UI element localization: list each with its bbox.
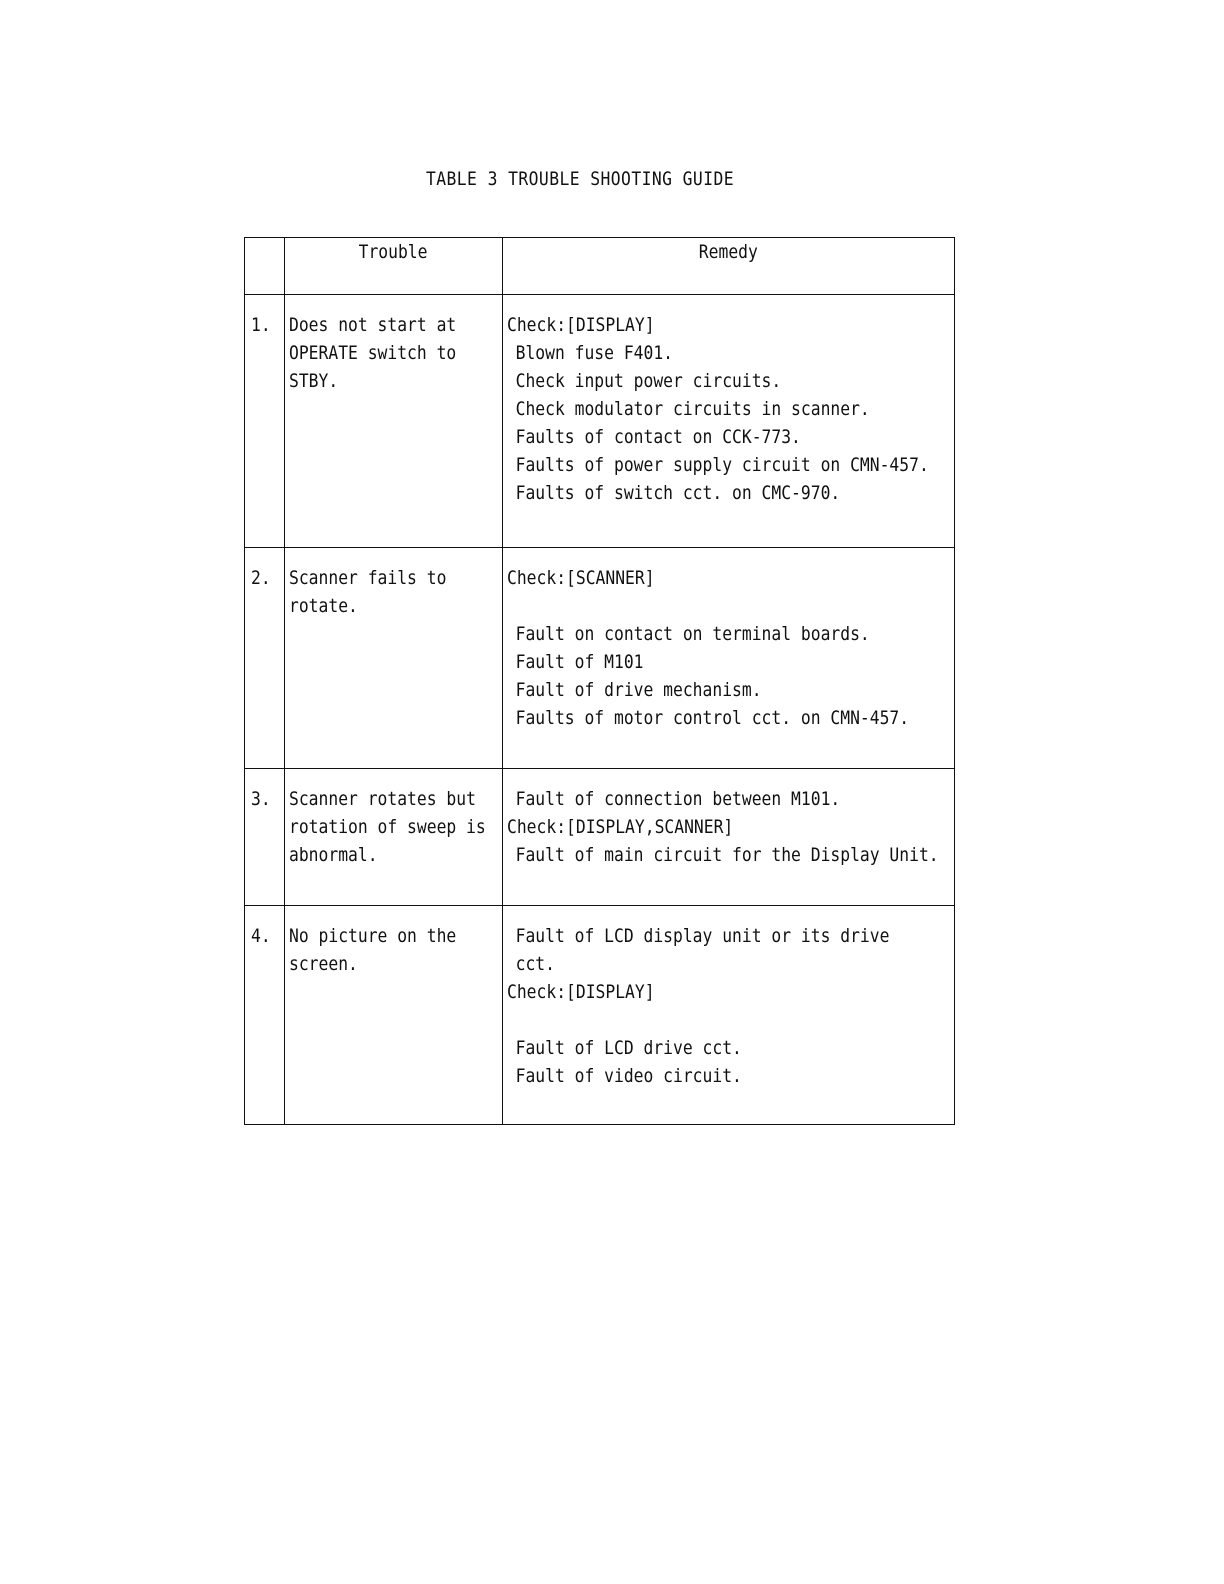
remedy-line: Faults of switch cct. on CMC-970. [515,482,841,504]
remedy-line: Check input power circuits. [515,370,782,392]
table-row [245,906,955,1125]
trouble-shooting-table [244,237,955,1125]
row-number: 3. [251,788,271,810]
header-number [245,238,285,295]
remedy-line: Fault of main circuit for the Display Unit. [515,844,939,866]
remedy-line: Fault of LCD drive cct. [515,1037,742,1059]
remedy-line: Fault of M101 [515,651,644,673]
remedy-cell [503,295,955,548]
row-number-cell [245,769,285,906]
remedy-check-line: Check:[DISPLAY,SCANNER] [507,816,734,838]
remedy-line: Faults of power supply circuit on CMN-457. [515,454,929,476]
trouble-cell [285,295,503,548]
table-row [245,548,955,769]
trouble-cell [285,548,503,769]
trouble-line: screen. [289,953,358,975]
remedy-check-line: Check:[DISPLAY] [507,981,655,1003]
header-remedy [503,238,955,295]
remedy-spacer [507,1006,954,1034]
row-number: 2. [251,567,271,589]
remedy-line: Fault on contact on terminal boards. [515,623,870,645]
remedy-check-line: Check:[DISPLAY] [507,314,655,336]
trouble-line: No picture on the [289,925,457,947]
table-header-row [245,238,955,295]
trouble-line: Does not start at [289,314,457,336]
remedy-spacer [507,592,954,620]
trouble-cell [285,769,503,906]
remedy-line: cct. [515,953,555,975]
trouble-line: rotation of sweep is [289,816,486,838]
table-row [245,769,955,906]
header-trouble-label: Trouble [359,241,428,263]
remedy-line: Fault of connection between M101. [515,788,841,810]
header-trouble [285,238,503,295]
page-title: TABLE 3 TROUBLE SHOOTING GUIDE [425,168,735,190]
remedy-cell [503,548,955,769]
remedy-cell [503,769,955,906]
row-number-cell [245,548,285,769]
trouble-cell [285,906,503,1125]
remedy-line: Check modulator circuits in scanner. [515,398,870,420]
remedy-line: Fault of drive mechanism. [515,679,762,701]
row-number: 4. [251,925,271,947]
table-row [245,295,955,548]
header-remedy-label: Remedy [698,241,759,263]
trouble-line: Scanner rotates but [289,788,476,810]
remedy-line: Blown fuse F401. [515,342,674,364]
trouble-line: abnormal. [289,844,378,866]
row-number: 1. [251,314,271,336]
remedy-line: Fault of LCD display unit or its drive [515,925,890,947]
remedy-line: Faults of contact on CCK-773. [515,426,801,448]
trouble-line: OPERATE switch to [289,342,457,364]
row-number-cell [245,295,285,548]
trouble-line: STBY. [289,370,339,392]
remedy-line: Faults of motor control cct. on CMN-457. [515,707,910,729]
remedy-cell [503,906,955,1125]
trouble-line: Scanner fails to [289,567,447,589]
row-number-cell [245,906,285,1125]
trouble-line: rotate. [289,595,358,617]
remedy-check-line: Check:[SCANNER] [507,567,655,589]
remedy-line: Fault of video circuit. [515,1065,742,1087]
